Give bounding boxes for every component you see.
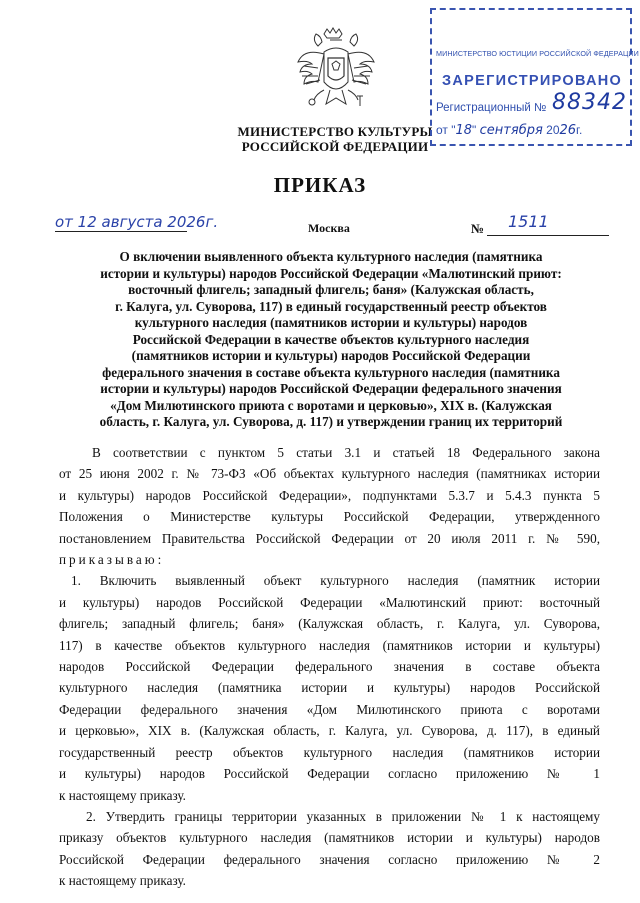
ministry-line-1: МИНИСТЕРСТВО КУЛЬТУРЫ — [237, 124, 433, 139]
body-line: государственный реестр объектов культурного наследия (памятников истории — [59, 744, 600, 760]
order-date-handwritten: от 12 августа 2026г. — [55, 213, 219, 231]
body-line: 117) в качестве объектов культурного наследия (памятников истории и культуры) — [59, 637, 600, 653]
subject-line: истории и культуры) народов Российской Федерации «Малютинский приют: — [100, 265, 562, 281]
subject-line: «Дом Милютинского приюта с воротами и церковью», XIX в. (Калужская — [110, 397, 552, 413]
body-line: 2. Утвердить границы территории указанных в приложении № 1 к настоящему — [86, 808, 600, 824]
stamp-registered: ЗАРЕГИСТРИРОВАНО — [442, 73, 623, 89]
ministry-line-2: РОССИЙСКОЙ ФЕДЕРАЦИИ — [241, 139, 429, 154]
state-emblem-icon — [294, 26, 378, 122]
stamp-reg-number: 88342 — [552, 90, 627, 115]
body-line: флигель; западный флигель; баня» (Калужская область, г. Калуга, ул. Суворова, — [59, 616, 600, 632]
stamp-date-month: сентября — [479, 123, 543, 138]
body-line: Российской Федерации федерального значения согласно приложению № 2 — [59, 851, 600, 867]
registration-stamp — [430, 8, 639, 146]
subject-line: область, г. Калуга, ул. Суворова, д. 117) и утверждении границ их территорий — [99, 414, 563, 429]
body-line: и культуры) народов Российской Федерации «Малютинский приют: восточный — [59, 594, 600, 610]
order-date-underline — [55, 231, 187, 232]
stamp-date — [436, 123, 582, 138]
document-title: ПРИКАЗ — [273, 173, 367, 197]
body-line: и церковью», XIX в. (Калужская область, г. Калуга, ул. Суворова, д. 117), в единый — [59, 723, 600, 739]
stamp-date-year: 26 — [559, 123, 577, 138]
subject-line: культурного наследия (памятников истории и культуры) народов — [134, 315, 528, 330]
order-date — [55, 213, 218, 231]
stamp-reg-label: Регистрационный № — [436, 102, 547, 114]
ministry-name — [205, 124, 465, 154]
order-number-label: № — [471, 221, 485, 236]
subject-line: О включении выявленного объекта культурного наследия (памятника — [119, 249, 543, 264]
body-line: и культуры) народов Российской Федерации согласно приложению № 1 — [59, 766, 600, 782]
body-line: культурного наследия (памятника истории и культуры) народов Российской — [59, 680, 600, 696]
subject-line: Российской Федерации в качестве объектов культурного наследия — [132, 331, 530, 347]
body-line: к настоящему приказу. — [59, 787, 186, 803]
order-number-handwritten: 1511 — [508, 212, 549, 231]
body-line: Федерации федерального значения «Дом Милютинского приюта с воротами — [59, 701, 600, 717]
order-number-underline — [487, 235, 609, 236]
body-line: постановлением Правительства Российской Федерации от 20 июля 2011 г. № 590, — [59, 530, 600, 546]
body-line: от 25 июня 2002 г. № 73-ФЗ «Об объектах культурного наследия (памятниках истории — [59, 466, 600, 482]
order-city: Москва — [308, 221, 350, 235]
subject-line: (памятников истории и культуры) народов Российской Федерации — [131, 348, 531, 363]
body-line: приказу объектов культурного наследия (памятников истории и культуры) народов — [59, 830, 600, 846]
subject-line: г. Калуга, ул. Суворова, 117) в единый государственный реестр объектов — [115, 298, 547, 314]
body-line: народов Российской Федерации федерального значения в составе объекта — [59, 659, 600, 675]
order-body — [59, 442, 600, 892]
subject-line: восточный флигель; западный флигель; баня» (Калужская область, — [128, 282, 534, 297]
stamp-date-mid: " — [472, 123, 477, 137]
body-line: Положения о Министерстве культуры Российской Федерации, утвержденного — [59, 509, 600, 525]
stamp-date-prefix: от " — [436, 123, 456, 137]
body-line: В соответствии с пунктом 5 статьи 3.1 и статьей 18 Федерального закона — [92, 445, 600, 460]
stamp-date-day: 18 — [455, 123, 473, 138]
order-subject — [40, 249, 622, 431]
subject-line: истории и культуры) народов Российской Федерации федерального значения — [100, 381, 562, 396]
body-line: 1. Включить выявленный объект культурного наследия (памятник истории — [71, 573, 600, 589]
body-line: и культуры) народов Российской Федерации», подпунктами 5.3.7 и 5.4.3 пункта 5 — [59, 487, 600, 503]
stamp-date-year-prefix: 20 — [546, 123, 560, 137]
body-line: к настоящему приказу. — [59, 873, 186, 889]
subject-line: федерального значения в составе объекта культурного наследия (памятника — [102, 364, 560, 380]
body-line: приказываю: — [59, 552, 165, 568]
stamp-header: МИНИСТЕРСТВО ЮСТИЦИИ РОССИЙСКОЙ ФЕДЕРАЦИИ — [436, 49, 639, 58]
stamp-date-suffix: г. — [576, 123, 583, 137]
